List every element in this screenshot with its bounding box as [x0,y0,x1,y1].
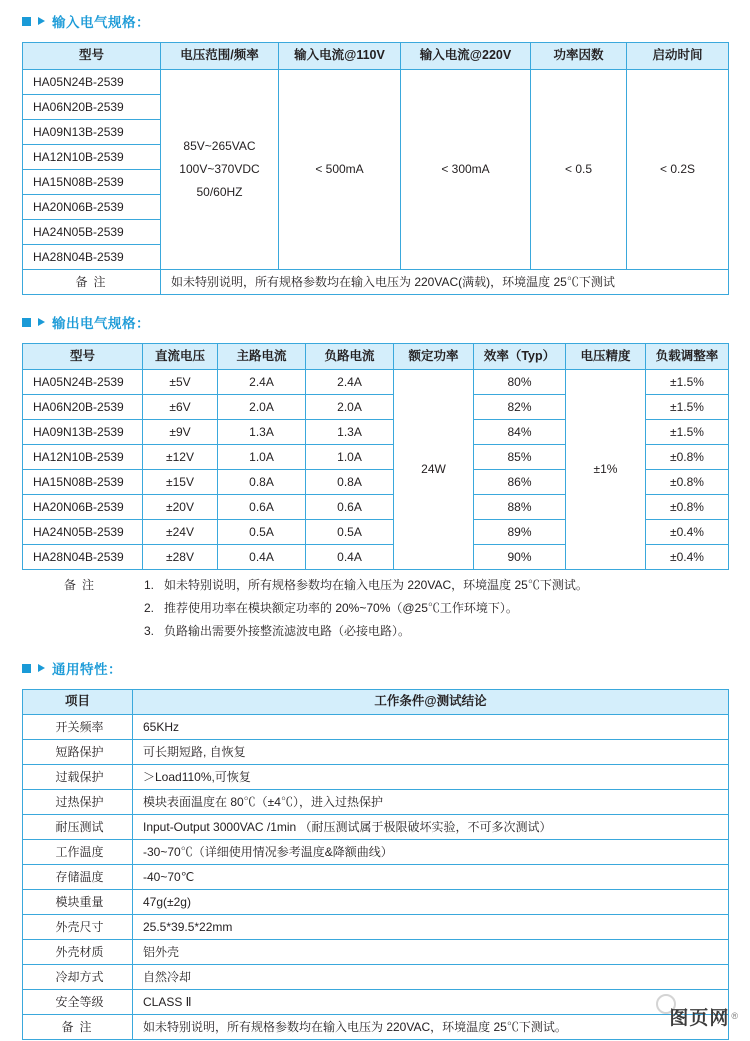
square-bullet-icon [22,17,31,26]
spacer-top [0,0,750,10]
value-cell: 65KHz [133,715,729,740]
dc-voltage-cell: ±15V [143,470,218,495]
startup-time-cell: < 0.2S [627,70,729,270]
efficiency-cell: 90% [474,545,566,570]
col-header-voltage-range: 电压范围/频率 [161,43,279,70]
main-current-cell: 1.0A [218,445,306,470]
model-cell: HA12N10B-2539 [23,145,161,170]
item-cell: 存储温度 [23,865,133,890]
table-row [23,740,729,765]
efficiency-cell: 82% [474,395,566,420]
section-heading-general [0,657,750,679]
table-row [23,965,729,990]
table-row [23,715,729,740]
aux-current-cell: 2.4A [306,370,394,395]
model-cell: HA28N04B-2539 [23,545,143,570]
model-cell: HA06N20B-2539 [23,95,161,120]
note-number: 1. [144,578,155,592]
list-item [144,620,588,643]
aux-current-cell: 0.5A [306,520,394,545]
item-cell: 开关频率 [23,715,133,740]
table-row [23,940,729,965]
spacer-general [0,679,750,689]
load-regulation-cell: ±0.4% [646,520,729,545]
table-row [23,790,729,815]
item-cell: 短路保护 [23,740,133,765]
load-regulation-cell: ±0.4% [646,545,729,570]
value-cell: 25.5*39.5*22mm [133,915,729,940]
load-regulation-cell: ±0.8% [646,495,729,520]
table-row [23,70,729,95]
col-header-item: 项目 [23,690,133,715]
aux-current-cell: 2.0A [306,395,394,420]
col-header-power-factor: 功率因数 [531,43,627,70]
col-header-rated-power: 额定功率 [394,344,474,370]
voltage-range-line3: 50/60HZ [196,184,243,199]
input-spec-table [22,42,729,295]
dc-voltage-cell: ±24V [143,520,218,545]
load-regulation-cell: ±0.8% [646,470,729,495]
aux-current-cell: 1.3A [306,420,394,445]
voltage-range-line1: 85V~265VAC [183,139,256,154]
table-row [23,370,729,395]
model-cell: HA09N13B-2539 [23,420,143,445]
main-current-cell: 0.8A [218,470,306,495]
model-cell: HA20N06B-2539 [23,195,161,220]
model-cell: HA20N06B-2539 [23,495,143,520]
load-regulation-cell: ±1.5% [646,395,729,420]
main-current-cell: 0.4A [218,545,306,570]
value-cell: 模块表面温度在 80℃（±4℃），进入过热保护 [133,790,729,815]
col-header-dc-voltage: 直流电压 [143,344,218,370]
item-cell: 耐压测试 [23,815,133,840]
watermark-text: 图页网 [669,1008,730,1029]
rated-power-cell: 24W [394,370,474,570]
registered-mark-icon: ® [731,1011,738,1021]
list-item [144,597,588,620]
table-row [23,815,729,840]
model-cell: HA05N24B-2539 [23,370,143,395]
table-row [23,890,729,915]
note-text: 如未特别说明，所有规格参数均在输入电压为 220VAC，环境温度 25℃下测试。 [133,1015,729,1040]
input-current-220-cell: < 300mA [401,70,531,270]
section-title-input: 输入电气规格： [52,15,150,30]
load-regulation-cell: ±1.5% [646,420,729,445]
voltage-range-cell [161,70,279,270]
square-bullet-icon [22,318,31,327]
item-cell: 外壳尺寸 [23,915,133,940]
note-row [23,1015,729,1040]
table-row [23,765,729,790]
item-cell: 过载保护 [23,765,133,790]
triangle-bullet-icon [38,318,45,326]
dc-voltage-cell: ±5V [143,370,218,395]
value-cell: 自然冷却 [133,965,729,990]
main-current-cell: 2.0A [218,395,306,420]
table-header-row [23,690,729,715]
efficiency-cell: 89% [474,520,566,545]
note-label: 备注 [23,1015,133,1040]
model-cell: HA12N10B-2539 [23,445,143,470]
dc-voltage-cell: ±6V [143,395,218,420]
model-cell: HA15N08B-2539 [23,170,161,195]
table-header-row [23,344,729,370]
spacer-input [0,32,750,42]
model-cell: HA15N08B-2539 [23,470,143,495]
table-row [23,840,729,865]
output-note-block [22,570,728,647]
note-text: 推荐使用功率在模块额定功率的 20%~70%（@25℃工作环境下）。 [164,601,518,615]
aux-current-cell: 0.6A [306,495,394,520]
model-cell: HA06N20B-2539 [23,395,143,420]
value-cell: 铝外壳 [133,940,729,965]
note-text: 负路输出需要外接整流滤波电路（必接电路）。 [164,624,411,638]
triangle-bullet-icon [38,664,45,672]
spacer-output [0,333,750,343]
dc-voltage-cell: ±12V [143,445,218,470]
col-header-startup-time: 启动时间 [627,43,729,70]
main-current-cell: 2.4A [218,370,306,395]
model-cell: HA09N13B-2539 [23,120,161,145]
note-text: 如未特别说明，所有规格参数均在输入电压为 220VAC，环境温度 25℃下测试。 [164,578,588,592]
value-cell: Input-Output 3000VAC /1min （耐压测试属于极限破坏实验，不可多次测试） [133,815,729,840]
general-characteristics-table [22,689,729,1040]
dc-voltage-cell: ±28V [143,545,218,570]
section-title-general: 通用特性： [52,662,122,677]
item-cell: 冷却方式 [23,965,133,990]
col-header-voltage-accuracy: 电压精度 [566,344,646,370]
col-header-condition: 工作条件@测试结论 [133,690,729,715]
value-cell: -30~70℃（详细使用情况参考温度&降额曲线） [133,840,729,865]
col-header-current-110: 输入电流@110V [279,43,401,70]
item-cell: 外壳材质 [23,940,133,965]
value-cell: ＞Load110%,可恢复 [133,765,729,790]
table-header-row [23,43,729,70]
efficiency-cell: 84% [474,420,566,445]
value-cell: CLASS Ⅱ [133,990,729,1015]
power-factor-cell: < 0.5 [531,70,627,270]
note-number: 2. [144,601,155,615]
aux-current-cell: 1.0A [306,445,394,470]
table-row [23,915,729,940]
main-current-cell: 0.5A [218,520,306,545]
dc-voltage-cell: ±20V [143,495,218,520]
col-header-model: 型号 [23,344,143,370]
item-cell: 模块重量 [23,890,133,915]
item-cell: 安全等级 [23,990,133,1015]
efficiency-cell: 85% [474,445,566,470]
triangle-bullet-icon [38,17,45,25]
note-label: 备注 [63,578,100,592]
col-header-current-220: 输入电流@220V [401,43,531,70]
section-heading-output [0,311,750,333]
model-cell: HA05N24B-2539 [23,70,161,95]
model-cell: HA24N05B-2539 [23,520,143,545]
model-cell: HA28N04B-2539 [23,245,161,270]
efficiency-cell: 88% [474,495,566,520]
spacer-general-head [0,647,750,657]
voltage-range-line2: 100V~370VDC [179,162,260,177]
aux-current-cell: 0.8A [306,470,394,495]
spacer-output-head [0,295,750,311]
model-cell: HA24N05B-2539 [23,220,161,245]
voltage-accuracy-cell: ±1% [566,370,646,570]
table-row [23,865,729,890]
square-bullet-icon [22,664,31,673]
watermark [669,1003,738,1030]
col-header-load-regulation: 负载调整率 [646,344,729,370]
note-label: 备注 [23,270,161,295]
note-number: 3. [144,624,155,638]
aux-current-cell: 0.4A [306,545,394,570]
dc-voltage-cell: ±9V [143,420,218,445]
input-current-110-cell: < 500mA [279,70,401,270]
col-header-main-current: 主路电流 [218,344,306,370]
output-note-list [142,570,588,647]
item-cell: 工作温度 [23,840,133,865]
col-header-model: 型号 [23,43,161,70]
section-heading-input [0,10,750,32]
note-row [23,270,729,295]
item-cell: 过热保护 [23,790,133,815]
load-regulation-cell: ±1.5% [646,370,729,395]
main-current-cell: 0.6A [218,495,306,520]
output-spec-table [22,343,729,570]
col-header-efficiency: 效率（Typ） [474,344,566,370]
value-cell: 47g(±2g) [133,890,729,915]
section-title-output: 输出电气规格： [52,316,150,331]
value-cell: 可长期短路, 自恢复 [133,740,729,765]
note-text: 如未特别说明，所有规格参数均在输入电压为 220VAC(满载)，环境温度 25℃下测试 [161,270,729,295]
table-row [23,990,729,1015]
col-header-aux-current: 负路电流 [306,344,394,370]
efficiency-cell: 80% [474,370,566,395]
load-regulation-cell: ±0.8% [646,445,729,470]
efficiency-cell: 86% [474,470,566,495]
main-current-cell: 1.3A [218,420,306,445]
list-item [144,574,588,597]
value-cell: -40~70℃ [133,865,729,890]
